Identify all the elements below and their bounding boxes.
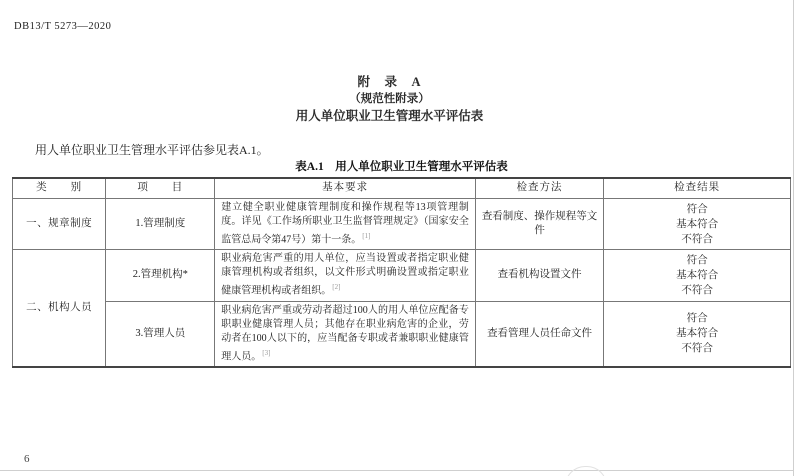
page-edge-line-right	[793, 0, 794, 476]
header-category: 类 别	[13, 178, 106, 199]
result-option: 不符合	[681, 233, 713, 245]
footnote-ref: [1]	[362, 232, 371, 240]
category-cell: 一、规章制度	[13, 199, 106, 250]
result-option: 不符合	[681, 284, 713, 296]
item-cell: 3.管理人员	[106, 301, 215, 367]
method-cell: 查看机构设置文件	[475, 250, 603, 301]
table-header-row	[13, 178, 791, 199]
footnote-ref: [3]	[262, 348, 271, 357]
table-row	[13, 301, 791, 367]
document-code: DB13/T 5273—2020	[14, 21, 112, 32]
result-option: 基本符合	[676, 328, 719, 340]
result-option: 符合	[686, 254, 708, 266]
scan-artifact-arc	[565, 466, 607, 476]
table-caption: 表A.1 用人单位职业卫生管理水平评估表	[295, 161, 508, 173]
category-cell: 二、机构人员	[13, 250, 106, 367]
result-cell	[604, 199, 791, 250]
result-option: 基本符合	[676, 269, 719, 281]
header-requirement: 基本要求	[215, 178, 476, 199]
table-row	[13, 250, 791, 301]
page-edge-line-bottom	[0, 470, 793, 471]
appendix-table-name: 用人单位职业卫生管理水平评估表	[295, 109, 484, 123]
header-item: 项 目	[106, 178, 215, 199]
result-option: 基本符合	[676, 218, 719, 230]
requirement-cell	[215, 250, 476, 301]
appendix-subtitle: （规范性附录）	[349, 93, 430, 105]
method-cell: 查看管理人员任命文件	[475, 301, 603, 367]
result-option: 符合	[686, 203, 708, 215]
evaluation-table	[12, 177, 791, 368]
item-cell: 2.管理机构*	[106, 250, 215, 301]
requirement-text: 建立健全职业健康管理制度和操作规程等13项管理制度。详见《工作场所职业卫生监督管理规定》（国家安全监管总局令第47号）第十一条。	[221, 202, 469, 246]
table-row	[13, 199, 791, 250]
requirement-cell	[215, 301, 476, 367]
appendix-title: 附 录 A	[357, 75, 422, 89]
result-cell	[604, 301, 791, 367]
intro-paragraph: 用人单位职业卫生管理水平评估参见表A.1。	[35, 143, 269, 157]
header-method: 检查方法	[475, 178, 603, 199]
footnote-ref: [2]	[332, 283, 341, 292]
result-option: 不符合	[681, 343, 713, 355]
requirement-cell	[215, 199, 476, 250]
header-result: 检查结果	[604, 178, 791, 199]
appendix-title-block	[0, 74, 779, 125]
requirement-text: 职业病危害严重的用人单位，应当设置或者指定职业健康管理机构或者组织，以文件形式明确设置或指定职业健康管理机构或者组织。	[221, 253, 469, 297]
item-cell: 1.管理制度	[106, 199, 215, 250]
page-number: 6	[24, 453, 30, 465]
result-cell	[604, 250, 791, 301]
method-cell: 查看制度、操作规程等文件	[475, 199, 603, 250]
requirement-text: 职业病危害严重或劳动者超过100人的用人单位应配备专职职业健康管理人员；其他存在职业病危害的企业，劳动者在100人以下的，应当配备专职或者兼职职业健康管理人员。	[221, 304, 469, 362]
result-option: 符合	[686, 313, 708, 325]
